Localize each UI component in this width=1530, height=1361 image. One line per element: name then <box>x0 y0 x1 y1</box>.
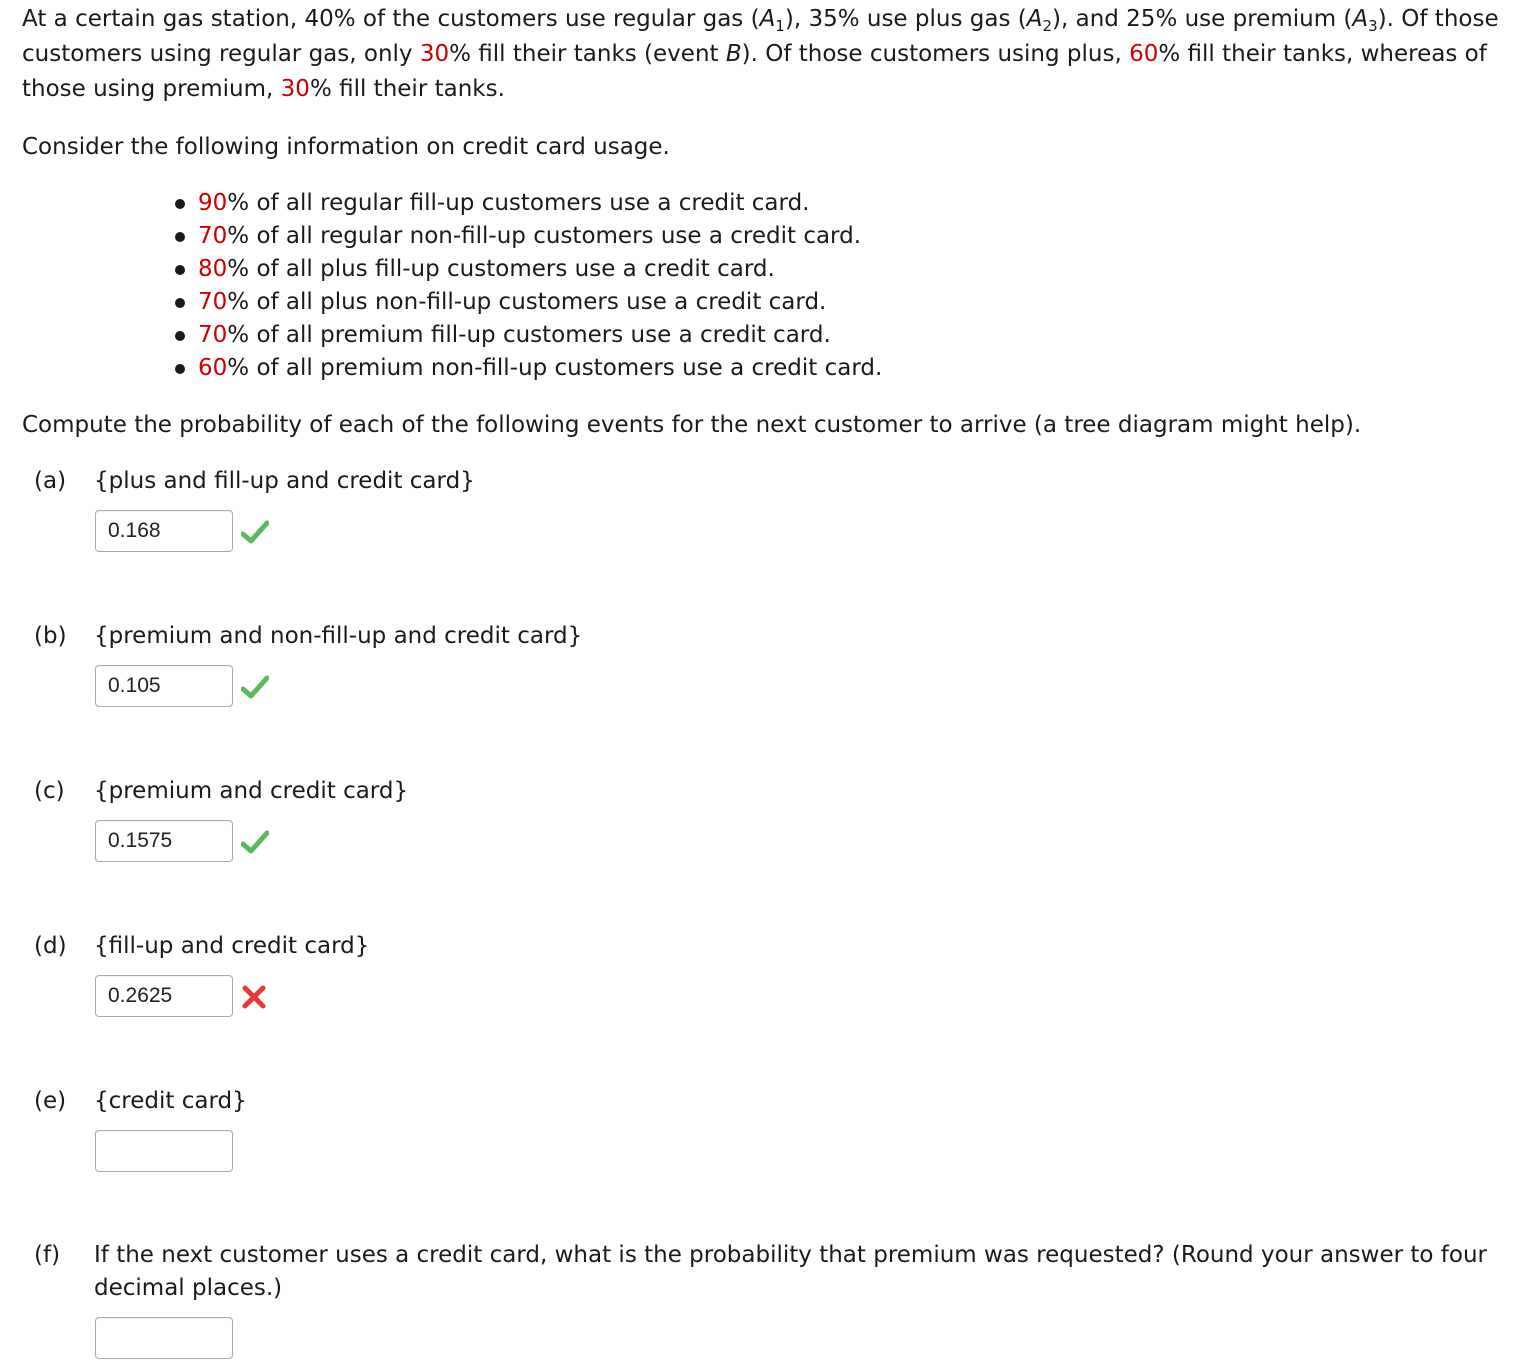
answer-row-f <box>95 1317 1512 1361</box>
intro-text: % fill their tanks (event <box>449 41 726 67</box>
intro-text: ), and 25% use premium ( <box>1052 6 1353 32</box>
check-icon <box>241 829 269 855</box>
part-question: {plus and fill-up and credit card} <box>94 468 475 494</box>
bullet-icon <box>175 364 185 374</box>
answer-row-b <box>95 665 1512 709</box>
check-icon <box>241 519 269 545</box>
intro-text: % fill their tanks. <box>309 76 505 102</box>
variable-b: B <box>725 41 742 67</box>
bullet-percent: 70 <box>198 322 228 348</box>
cross-icon <box>241 984 269 1010</box>
bullet-text: % of all premium non-fill-up customers use a credit card. <box>227 355 883 381</box>
bullet-percent: 80 <box>198 256 228 282</box>
bullet-text: % of all premium fill-up customers use a credit card. <box>227 322 831 348</box>
part-question: {premium and credit card} <box>94 778 409 804</box>
answer-row-c <box>95 820 1512 864</box>
part-e <box>34 1085 1512 1118</box>
answer-input-f[interactable] <box>95 1317 233 1359</box>
part-label: (b) <box>34 623 67 649</box>
part-question: {fill-up and credit card} <box>94 933 370 959</box>
part-a <box>34 465 1512 498</box>
part-label: (c) <box>34 778 65 804</box>
intro-text: % fill their tanks, whereas of those using premium, <box>22 41 1487 102</box>
part-question: If the next customer uses a credit card, what is the probability that premium was requested? (Round your answer to four decimal places.) <box>94 1242 1487 1301</box>
subscript-3: 3 <box>1368 17 1378 35</box>
plus-fill-percent: 60 <box>1129 41 1159 67</box>
intro-text: At a certain gas station, 40% of the customers use regular gas ( <box>22 6 760 32</box>
bullet-percent: 60 <box>198 355 228 381</box>
part-label: (e) <box>34 1088 67 1114</box>
credit-card-usage-list <box>22 187 1512 385</box>
part-question: {credit card} <box>94 1088 247 1114</box>
answer-input-d[interactable]: 0.2625 <box>95 975 233 1017</box>
list-item <box>198 187 1512 220</box>
bullet-icon <box>175 298 185 308</box>
list-item <box>198 220 1512 253</box>
answer-row-d <box>95 975 1512 1019</box>
question-content <box>22 0 1512 1361</box>
intro-text: ), 35% use plus gas ( <box>784 6 1027 32</box>
bullet-percent: 70 <box>198 223 228 249</box>
variable-a3: A <box>1352 6 1369 32</box>
check-icon <box>241 674 269 700</box>
part-label: (d) <box>34 933 67 959</box>
variable-a1: A <box>759 6 776 32</box>
part-b <box>34 620 1512 653</box>
bullet-icon <box>175 199 185 209</box>
bullet-percent: 70 <box>198 289 228 315</box>
list-item <box>198 352 1512 385</box>
part-c <box>34 775 1512 808</box>
bullet-text: % of all regular non-fill-up customers use a credit card. <box>227 223 862 249</box>
bullet-text: % of all plus fill-up customers use a credit card. <box>227 256 775 282</box>
subscript-1: 1 <box>775 17 785 35</box>
answer-input-c[interactable]: 0.1575 <box>95 820 233 862</box>
list-item <box>198 286 1512 319</box>
answer-input-b[interactable]: 0.105 <box>95 665 233 707</box>
intro-text: ). Of those customers using plus, <box>741 41 1130 67</box>
answer-input-a[interactable]: 0.168 <box>95 510 233 552</box>
bullet-text: % of all plus non-fill-up customers use a credit card. <box>227 289 827 315</box>
intro-text: ). Of those customers using regular gas, only <box>22 6 1499 67</box>
bullet-percent: 90 <box>198 190 228 216</box>
regular-fill-percent: 30 <box>419 41 450 67</box>
part-question: {premium and non-fill-up and credit card} <box>94 623 583 649</box>
list-item <box>198 319 1512 352</box>
variable-a2: A <box>1026 6 1043 32</box>
consider-text: Consider the following information on credit card usage. <box>22 134 670 160</box>
problem-intro <box>22 2 1510 107</box>
compute-instruction: Compute the probability of each of the following events for the next customer to arrive (a tree diagram might help). <box>22 412 1362 438</box>
bullet-icon <box>175 331 185 341</box>
answer-row-e <box>95 1130 1512 1174</box>
answer-row-a <box>95 510 1512 554</box>
list-item <box>198 253 1512 286</box>
part-d <box>34 930 1512 963</box>
part-label: (f) <box>34 1242 61 1268</box>
answer-input-e[interactable] <box>95 1130 233 1172</box>
bullet-icon <box>175 265 185 275</box>
premium-fill-percent: 30 <box>280 76 310 102</box>
part-f <box>34 1239 1512 1305</box>
bullet-text: % of all regular fill-up customers use a credit card. <box>227 190 810 216</box>
subscript-2: 2 <box>1042 17 1052 35</box>
part-label: (a) <box>34 468 67 494</box>
bullet-icon <box>175 232 185 242</box>
